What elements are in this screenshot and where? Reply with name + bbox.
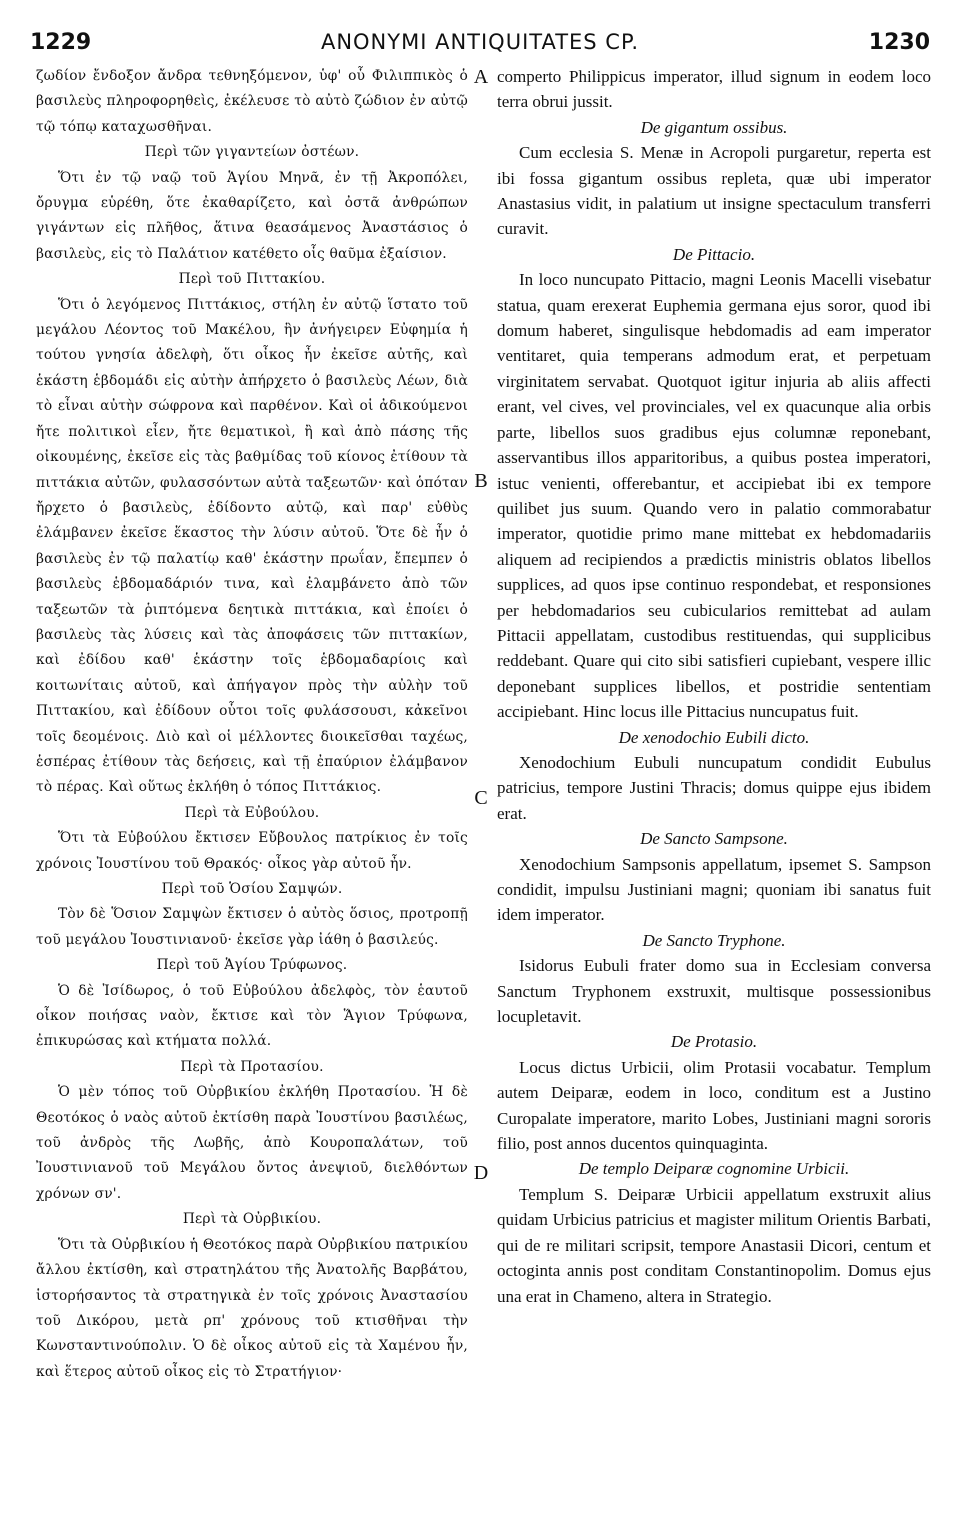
- latin-paragraph: comperto Philippicus imperator, illud signum in eodem loco terra obrui jussit.: [497, 67, 931, 112]
- latin-paragraph: Xenodochium Eubuli nuncupatum condidit Eubulus patricius, tempore Justini Thracis; domus quippe ejus ibidem erat.: [497, 752, 931, 823]
- latin-section-heading: De Protasio.: [670, 1032, 758, 1052]
- greek-section-heading: Περὶ τοῦ Ἁγίου Τρύφωνος.: [156, 957, 348, 974]
- greek-section-heading: Περὶ τὰ Προτασίου.: [180, 1058, 324, 1075]
- greek-section-heading: Περὶ τοῦ Ὁσίου Σαμψών.: [161, 881, 343, 897]
- greek-paragraph: Ὅτι τὰ Εὐβούλου ἔκτισεν Εὔβουλος πατρίκιος ἐν τοῖς χρόνοις Ἰουστίνου τοῦ Θρακός· οἶκος γὰρ αὐτοῦ ἦν.: [36, 830, 468, 872]
- latin-paragraph: Xenodochium Sampsonis appellatum, ipsemet S. Sampson condidit, impulsu Justiniani magni; quoniam ibi sanatus fuit idem imperator.: [497, 854, 931, 925]
- greek-section-heading: Περὶ τὰ Εὐβούλου.: [184, 804, 320, 821]
- greek-section-heading: Περὶ τῶν γιγαντείων ὀστέων.: [144, 144, 360, 161]
- greek-paragraph: Ὁ μὲν τόπος τοῦ Οὐρβικίου ἐκλήθη Προτασίου. Ἡ δὲ Θεοτόκος ὁ ναὸς αὐτοῦ ἐκτίσθη παρὰ Ἰουστίνου βασιλέως, τοῦ ἀνδρὸς τῆς Λωβῆς, ἀπὸ Κουροπαλάτων, τοῦ Ἰουστινιανοῦ τοῦ Μεγάλου ὄντος ἀνεψιοῦ, διελθόντων χρόνων σν'.: [36, 1084, 468, 1202]
- running-title: ANONYMI ANTIQUITATES CP.: [320, 30, 640, 54]
- margin-letter-a: A: [473, 66, 489, 88]
- greek-paragraph: Ὅτι ἐν τῷ ναῷ τοῦ Ἁγίου Μηνᾶ, ἐν τῇ Ἀκροπόλει, ὄρυγμα εὑρέθη, ὅτε ἐκαθαρίζετο, καὶ ὀστᾶ ἀνθρώπων γιγάντων εἰς πλῆθος, ἅτινα θεασάμενος Ἀναστάσιος ὁ βασιλεὺς, εἰς τὸ Παλάτιον κατέθετο οἷς θαῦμα ἐξαίσιον.: [36, 169, 468, 262]
- greek-paragraph: Ὁ δὲ Ἰσίδωρος, ὁ τοῦ Εὐβούλου ἀδελφὸς, τὸν ἑαυτοῦ οἶκον ποιήσας ναὸν, ἔκτισε καὶ τὸν Ἅγιον Τρύφωνα, ἐπικυρώσας καὶ κτήματα πολλά.: [36, 982, 468, 1050]
- greek-section-heading: Περὶ τὰ Οὐρβικίου.: [182, 1211, 322, 1228]
- latin-paragraph: Isidorus Eubuli frater domo sua in Ecclesiam conversa Sanctum Tryphonem exstruxit, multisque possessionibus locupletavit.: [497, 956, 931, 1027]
- latin-section-heading: De xenodochio Eubili dicto.: [618, 727, 810, 747]
- greek-column: [36, 64, 468, 1385]
- greek-paragraph: Ὅτι τὰ Οὐρβικίου ἡ Θεοτόκος παρὰ Οὐρβικίου πατρικίου ἄλλου ἐκτίσθη, καὶ στρατηλάτου τῆς Ἀνατολῆς Βαρβάτου, ἱστορήσαντος τὰ στρατηγικὰ ἐν τοῖς χρόνοις Ἀναστασίου τοῦ Δικόρου, μετὰ ρπ' χρόνους τοῦ κτισθῆναι τὴν Κωνσταντινούπολιν. Ὁ δὲ οἶκος αὐτοῦ εἰς τὰ Χαμένου ἦν, καὶ ἕτερος αὐτοῦ οἶκος εἰς τὸ Στρατήγιον·: [36, 1236, 468, 1380]
- greek-section-heading: Περὶ τοῦ Πιττακίου.: [178, 271, 326, 288]
- margin-letters: [466, 64, 496, 1504]
- page-number-left: 1229: [30, 30, 92, 55]
- page-number-right: 1230: [868, 30, 930, 55]
- latin-paragraph: In loco nuncupato Pittacio, magni Leonis Macelli visebatur statua, quam erexerat Euphemia germana ejus soror, quod ibi domum haberet, singulisque hebdomadis ad eam imperator ventitaret, quia temperans admodum erat, et perpetuam virginitatem servabat. Quotquot igitur injuria ab aliis affecti erant, vel cives, vel provinciales, vel ex quacunque alia orbis parte, libellos suos gradibus ejus columnæ reponebant, asservantibus illos apparitoribus, a quibus postea imperatori, istuc venienti, offerebantur, et accipiebat ibi ex tempore quilibet jus suum. Quando vero in palatio commorabatur imperator, quotidie primo mane mittebat ex hebdomadariis aliquem ad recipiendos a prædictis ministris oblatos libellos supplices, ad quos ipse continuo respondebat, et responsiones per hebdomadarios seu cubicularios remittebat ad aulam Pittacii appellatam, custodibus restituendas, qui supplicibus reddebant. Quare qui cito sibi satisfieri cupiebant, vespere illic deponebant supplices libellos, et postridie sententiam accipiebant. Hinc locus ille Pittacius nuncupatus fuit.: [497, 270, 931, 722]
- greek-paragraph: Τὸν δὲ Ὅσιον Σαμψὼν ἔκτισεν ὁ αὐτὸς ὅσιος, προτροπῇ τοῦ μεγάλου Ἰουστινιανοῦ· ἐκεῖσε γὰρ ἰάθη ὁ βασιλεύς.: [36, 906, 468, 948]
- latin-section-heading: De gigantum ossibus.: [640, 117, 788, 137]
- page-header: [30, 30, 930, 62]
- greek-paragraph: Ὅτι ὁ λεγόμενος Πιττάκιος, στήλη ἐν αὐτῷ ἵστατο τοῦ μεγάλου Λέοντος τοῦ Μακέλου, ἣν ἀνήγειρεν Εὐφημία ἡ τούτου γνησία ἀδελφὴ, ὅτι οἶκος ἦν ἐκεῖσε αὐτῆς, καὶ ἑκάστη ἑβδομάδι εἰς αὐτὴν ἀπήρχετο ὁ βασιλεὺς Λέων, διὰ τὸ εἶναι αὐτὴν σώφρονα καὶ παρθένον. Καὶ οἱ ἀδικούμενοι ἤτε πολιτικοὶ εἶεν, ἤτε θεματικοὶ, ἢ καὶ ἀπὸ πάσης τῆς οἰκουμένης, ἐκεῖσε εἰς τὰς βαθμίδας τοῦ κίονος ἐτίθουν τὰ πιττάκια αὐτῶν, φυλασσόντων αὐτὰ ταξεωτῶν· καὶ ὁπόταν ἤρχετο ὁ βασιλεὺς, ἐδίδοντο αὐτῷ, καὶ παρ' εὐθὺς ἐλάμβανεν ἐκεῖσε ἕκαστος τὴν λύσιν αὐτοῦ. Ὅτε δὲ ἦν ὁ βασιλεὺς ἐν τῷ παλατίῳ καθ' ἑκάστην πρωΐαν, ἔπεμπεν ὁ βασιλεὺς ἑβδομαδάριόν τινα, καὶ ἐλαμβάνετο ἀπὸ τῶν ταξεωτῶν τὰ ῥιπτόμενα δεητικὰ πιττάκια, καὶ ἐποίει ὁ βασιλεὺς τὰς λύσεις καὶ τὰς ἀποφάσεις τῶν πιττακίων, καὶ ἐδίδου καθ' ἑκάστην τοῖς ἑβδομαδαρίοις καὶ κοιτωνίταις αὐτοῦ, καὶ ἀπήγαγον πρὸς τὴν αὐλὴν τοῦ Πιττακίου, καὶ ἐδίδουν οὗτοι τοῖς φυλάσσουσι, κἀκεῖνοι τοῖς δεομένοις. Διὸ καὶ οἱ μέλλοντες διοικεῖσθαι ταχέως, ἑσπέρας ἐτίθουν τὰς δεήσεις, καὶ τῇ ἐπαύριον ἐλάμβανον τὸ πέρας. Καὶ οὕτως ἐκλήθη ὁ τόπος Πιττάκιος.: [36, 296, 468, 796]
- latin-section-heading: De Pittacio.: [672, 244, 756, 264]
- latin-section-heading: De Sancto Sampsone.: [640, 829, 788, 849]
- margin-letter-d: D: [473, 1162, 489, 1184]
- latin-section-heading: De Sancto Tryphone.: [642, 930, 786, 950]
- latin-paragraph: Locus dictus Urbicii, olim Protasii vocabatur. Templum autem Deiparæ, eodem in loco, conditum est a Justino Curopalate imperatore, marito Lobes, Justiniani magni sororis filio, post annos ducentos quinquaginta.: [497, 1057, 931, 1154]
- latin-paragraph: Templum S. Deiparæ Urbicii appellatum exstruxit alius quidam Urbicius patricius et magister militum Orientis Barbati, qui de re militari scripsit, tempore Anastasii Dicori, centum et octoginta annis post conditam Constantinopolim. Domus ejus una erat in Chameno, altera in Strategio.: [497, 1184, 931, 1306]
- latin-section-heading: De templo Deiparæ cognomine Urbicii.: [578, 1159, 850, 1179]
- latin-paragraph: Cum ecclesia S. Menæ in Acropoli purgaretur, reperta est ibi fossa gigantum ossibus repleta, quæ ubi imperator Anastasius vidit, in palatium ut insigne spectaculum transferri curavit.: [497, 143, 931, 239]
- margin-letter-b: B: [474, 470, 488, 492]
- margin-letter-c: C: [474, 787, 488, 809]
- latin-column: [497, 64, 931, 1309]
- greek-paragraph: ζωδίον ἔνδοξον ἄνδρα τεθνηξόμενον, ὑφ' οὗ Φιλιππικὸς ὁ βασιλεὺς πληροφορηθεὶς, ἐκέλευσε τὸ αὐτὸ ζώδιον ἐν αὐτῷ τῷ τόπῳ καταχωσθῆναι.: [36, 68, 468, 135]
